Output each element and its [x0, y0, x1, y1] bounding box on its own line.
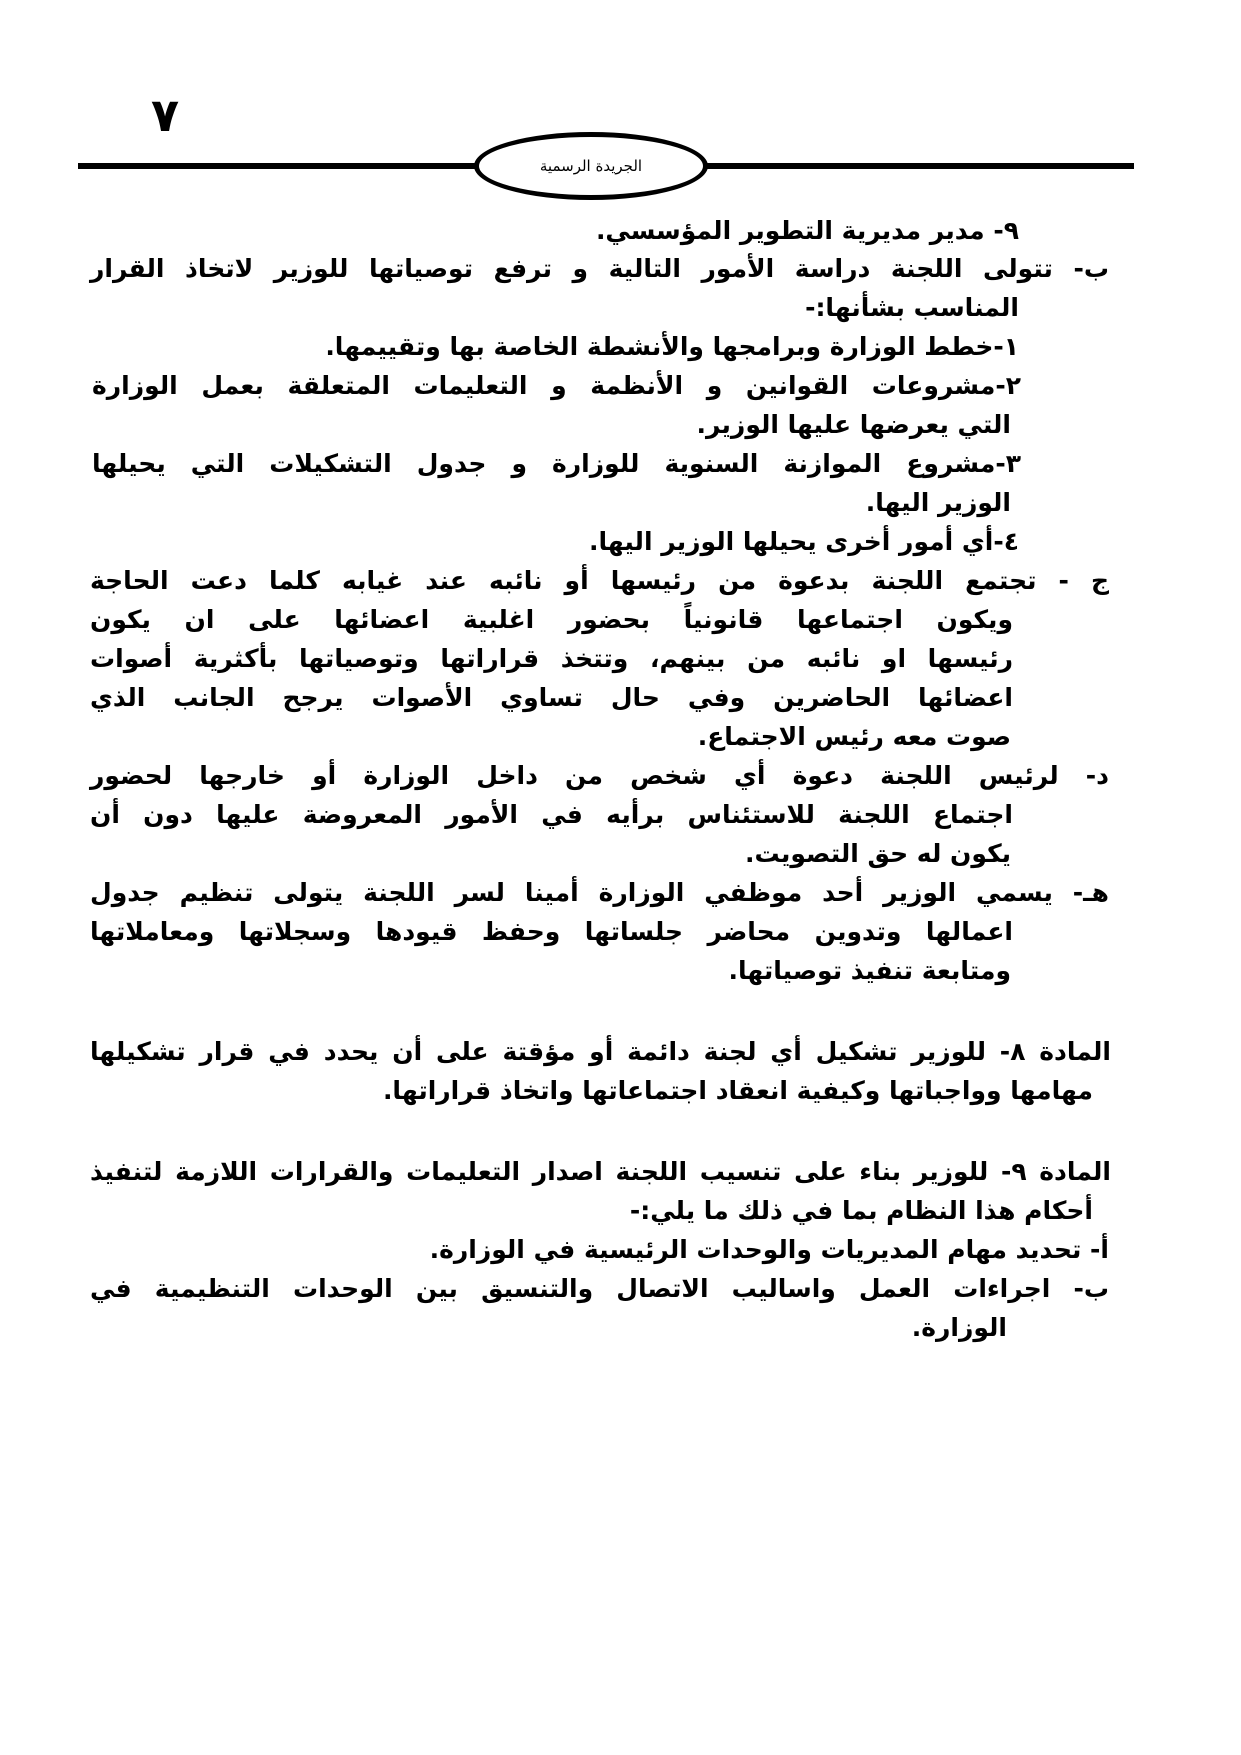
text-line: يكون له حق التصويت.	[745, 839, 1011, 868]
text-line: اعمالها وتدوين محاضر جلساتها وحفظ قيودها وسجلاتها ومعاملاتها	[90, 917, 1013, 946]
header-rule-right	[706, 163, 1134, 169]
text-line: ٩- مدير مديرية التطوير المؤسسي.	[595, 216, 1019, 245]
text-line: التي يعرضها عليها الوزير.	[696, 410, 1011, 439]
header-rule-left	[78, 163, 478, 169]
article-9: المادة ٩- للوزير بناء على تنسيب اللجنة اصدار التعليمات والقرارات اللازمة لتنفيذ	[90, 1157, 1111, 1186]
text-line: ٤-أي أمور أخرى يحيلها الوزير اليها.	[588, 527, 1019, 556]
article-8: المادة ٨- للوزير تشكيل أي لجنة دائمة أو مؤقتة على أن يحدد في قرار تشكيلها	[90, 1037, 1111, 1066]
text-line: رئيسها او نائبه من بينهم، وتتخذ قراراتها وتوصياتها بأكثرية أصوات	[90, 644, 1013, 673]
text-line: المناسب بشأنها:-	[805, 293, 1019, 322]
text-line: هـ- يسمي الوزير أحد موظفي الوزارة أمينا لسر اللجنة يتولى تنظيم جدول	[90, 878, 1109, 907]
text-line: اجتماع اللجنة للاستئناس برأيه في الأمور المعروضة عليها دون أن	[90, 800, 1013, 829]
text-line: مهامها وواجباتها وكيفية انعقاد اجتماعاتها واتخاذ قراراتها.	[382, 1076, 1093, 1105]
text-line: ويكون اجتماعها قانونياً بحضور اغلبية اعضائها على ان يكون	[90, 605, 1013, 634]
text-line: ب- تتولى اللجنة دراسة الأمور التالية و ترفع توصياتها للوزير لاتخاذ القرار	[90, 254, 1109, 283]
text-line: الوزارة.	[911, 1313, 1007, 1342]
text-line: ١-خطط الوزارة وبرامجها والأنشطة الخاصة بها وتقييمها.	[325, 332, 1019, 361]
text-line: الوزير اليها.	[865, 488, 1011, 517]
text-line: أ- تحديد مهام المديريات والوحدات الرئيسية في الوزارة.	[429, 1235, 1109, 1264]
text-line: ج - تجتمع اللجنة بدعوة من رئيسها أو نائبه عند غيابه كلما دعت الحاجة	[90, 566, 1109, 595]
text-line: ٢-مشروعات القوانين و الأنظمة و التعليمات المتعلقة بعمل الوزارة	[92, 371, 1021, 400]
text-line: د- لرئيس اللجنة دعوة أي شخص من داخل الوزارة أو خارجها لحضور	[90, 761, 1109, 790]
text-line: أحكام هذا النظام بما في ذلك ما يلي:-	[629, 1196, 1093, 1225]
text-line: اعضائها الحاضرين وفي حال تساوي الأصوات يرجح الجانب الذي	[90, 683, 1013, 712]
gazette-title-oval	[474, 132, 708, 200]
text-line: ب- اجراءات العمل واساليب الاتصال والتنسيق بين الوحدات التنظيمية في	[90, 1274, 1109, 1303]
text-line: ٣-مشروع الموازنة السنوية للوزارة و جدول التشكيلات التي يحيلها	[92, 449, 1021, 478]
text-line: صوت معه رئيس الاجتماع.	[697, 722, 1011, 751]
text-line: ومتابعة تنفيذ توصياتها.	[728, 956, 1011, 985]
page-number: ٧	[150, 88, 180, 142]
gazette-title: الجريدة الرسمية	[539, 157, 643, 175]
